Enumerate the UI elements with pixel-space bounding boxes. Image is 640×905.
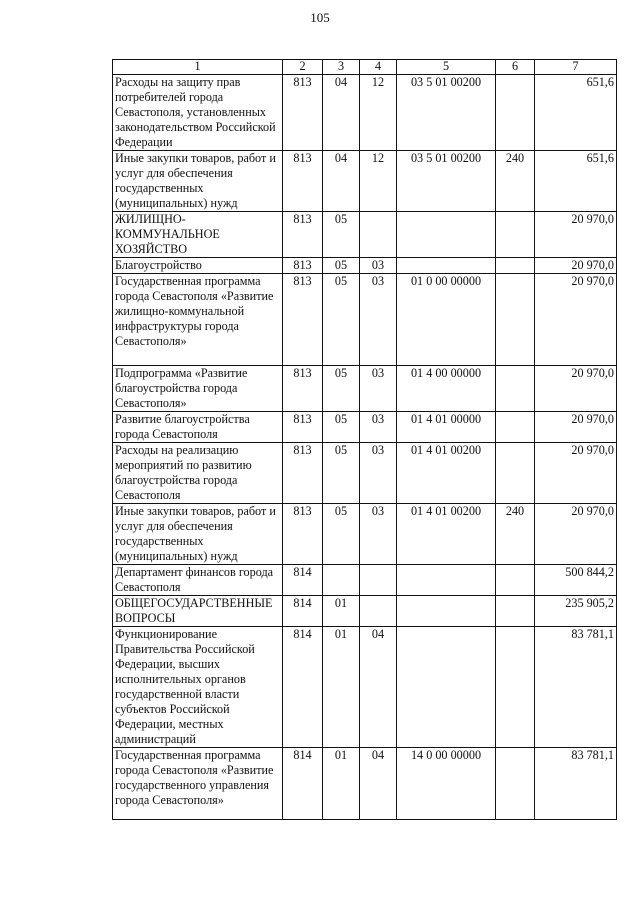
expense-type-code-cell bbox=[496, 75, 535, 151]
expense-type-code-cell bbox=[496, 627, 535, 748]
item-name-cell: Функционирование Правительства Российской Федерации, высших исполнительных органов государственной власти субъектов Российской Федерации, местных администраций bbox=[113, 627, 283, 748]
target-article-code-cell bbox=[397, 212, 496, 258]
expense-type-code-cell bbox=[496, 212, 535, 258]
dept-code-cell: 813 bbox=[283, 412, 323, 443]
expense-type-code-cell bbox=[496, 258, 535, 274]
subsection-code-cell: 04 bbox=[360, 748, 397, 820]
dept-code-cell: 814 bbox=[283, 596, 323, 627]
table-row bbox=[113, 443, 617, 504]
expense-type-code-cell bbox=[496, 596, 535, 627]
expense-type-code-cell: 240 bbox=[496, 151, 535, 212]
page-number: 105 bbox=[310, 10, 330, 25]
header-cell: 5 bbox=[397, 60, 496, 75]
amount-cell: 20 970,0 bbox=[535, 412, 617, 443]
subsection-code-cell: 03 bbox=[360, 412, 397, 443]
header-cell: 3 bbox=[323, 60, 360, 75]
table-row bbox=[113, 274, 617, 366]
subsection-code-cell bbox=[360, 596, 397, 627]
amount-cell: 500 844,2 bbox=[535, 565, 617, 596]
section-code-cell: 01 bbox=[323, 627, 360, 748]
header-cell: 7 bbox=[535, 60, 617, 75]
table-row bbox=[113, 151, 617, 212]
amount-cell: 20 970,0 bbox=[535, 258, 617, 274]
section-code-cell: 04 bbox=[323, 151, 360, 212]
amount-cell: 83 781,1 bbox=[535, 748, 617, 820]
target-article-code-cell: 03 5 01 00200 bbox=[397, 151, 496, 212]
amount-cell: 20 970,0 bbox=[535, 212, 617, 258]
subsection-code-cell: 04 bbox=[360, 627, 397, 748]
header-cell: 2 bbox=[283, 60, 323, 75]
section-code-cell: 05 bbox=[323, 258, 360, 274]
target-article-code-cell: 01 4 01 00200 bbox=[397, 504, 496, 565]
section-code-cell bbox=[323, 565, 360, 596]
subsection-code-cell: 03 bbox=[360, 443, 397, 504]
item-name-cell: Государственная программа города Севастополя «Развитие государственного управления города Севастополя» bbox=[113, 748, 283, 820]
expense-type-code-cell bbox=[496, 748, 535, 820]
dept-code-cell: 813 bbox=[283, 75, 323, 151]
item-name-cell: Департамент финансов города Севастополя bbox=[113, 565, 283, 596]
target-article-code-cell bbox=[397, 565, 496, 596]
subsection-code-cell: 12 bbox=[360, 75, 397, 151]
expense-type-code-cell bbox=[496, 565, 535, 596]
item-name-cell: Государственная программа города Севастополя «Развитие жилищно-коммунальной инфраструктуры города Севастополя» bbox=[113, 274, 283, 366]
dept-code-cell: 813 bbox=[283, 151, 323, 212]
item-name-cell: ОБЩЕГОСУДАРСТВЕННЫЕ ВОПРОСЫ bbox=[113, 596, 283, 627]
section-code-cell: 05 bbox=[323, 504, 360, 565]
section-code-cell: 01 bbox=[323, 596, 360, 627]
item-name-cell: ЖИЛИЩНО-КОММУНАЛЬНОЕ ХОЗЯЙСТВО bbox=[113, 212, 283, 258]
dept-code-cell: 813 bbox=[283, 274, 323, 366]
subsection-code-cell: 03 bbox=[360, 274, 397, 366]
table-header-row bbox=[113, 60, 617, 75]
target-article-code-cell: 03 5 01 00200 bbox=[397, 75, 496, 151]
item-name-cell: Благоустройство bbox=[113, 258, 283, 274]
expense-type-code-cell bbox=[496, 443, 535, 504]
expense-type-code-cell bbox=[496, 274, 535, 366]
section-code-cell: 05 bbox=[323, 366, 360, 412]
subsection-code-cell: 03 bbox=[360, 258, 397, 274]
item-name-cell: Иные закупки товаров, работ и услуг для обеспечения государственных (муниципальных) нужд bbox=[113, 504, 283, 565]
dept-code-cell: 813 bbox=[283, 258, 323, 274]
target-article-code-cell: 01 4 01 00000 bbox=[397, 412, 496, 443]
item-name-cell: Расходы на реализацию мероприятий по развитию благоустройства города Севастополя bbox=[113, 443, 283, 504]
table-row bbox=[113, 627, 617, 748]
section-code-cell: 01 bbox=[323, 748, 360, 820]
target-article-code-cell: 01 0 00 00000 bbox=[397, 274, 496, 366]
header-cell: 4 bbox=[360, 60, 397, 75]
amount-cell: 83 781,1 bbox=[535, 627, 617, 748]
expense-type-code-cell bbox=[496, 412, 535, 443]
dept-code-cell: 814 bbox=[283, 627, 323, 748]
amount-cell: 20 970,0 bbox=[535, 504, 617, 565]
target-article-code-cell: 14 0 00 00000 bbox=[397, 748, 496, 820]
subsection-code-cell bbox=[360, 212, 397, 258]
item-name-cell: Подпрограмма «Развитие благоустройства города Севастополя» bbox=[113, 366, 283, 412]
subsection-code-cell bbox=[360, 565, 397, 596]
table-row bbox=[113, 748, 617, 820]
section-code-cell: 05 bbox=[323, 412, 360, 443]
expense-type-code-cell: 240 bbox=[496, 504, 535, 565]
amount-cell: 20 970,0 bbox=[535, 274, 617, 366]
table-row bbox=[113, 212, 617, 258]
dept-code-cell: 813 bbox=[283, 443, 323, 504]
section-code-cell: 05 bbox=[323, 212, 360, 258]
item-name-cell: Иные закупки товаров, работ и услуг для обеспечения государственных (муниципальных) нужд bbox=[113, 151, 283, 212]
dept-code-cell: 813 bbox=[283, 366, 323, 412]
item-name-cell: Расходы на защиту прав потребителей города Севастополя, установленных законодательством Российской Федерации bbox=[113, 75, 283, 151]
target-article-code-cell bbox=[397, 627, 496, 748]
table-row bbox=[113, 258, 617, 274]
target-article-code-cell: 01 4 00 00000 bbox=[397, 366, 496, 412]
table-row bbox=[113, 366, 617, 412]
header-cell: 1 bbox=[113, 60, 283, 75]
target-article-code-cell bbox=[397, 596, 496, 627]
subsection-code-cell: 03 bbox=[360, 504, 397, 565]
amount-cell: 235 905,2 bbox=[535, 596, 617, 627]
target-article-code-cell bbox=[397, 258, 496, 274]
target-article-code-cell: 01 4 01 00200 bbox=[397, 443, 496, 504]
budget-table bbox=[112, 59, 617, 820]
dept-code-cell: 814 bbox=[283, 565, 323, 596]
dept-code-cell: 814 bbox=[283, 748, 323, 820]
subsection-code-cell: 12 bbox=[360, 151, 397, 212]
table-row bbox=[113, 75, 617, 151]
table-row bbox=[113, 565, 617, 596]
dept-code-cell: 813 bbox=[283, 504, 323, 565]
table-row bbox=[113, 504, 617, 565]
section-code-cell: 05 bbox=[323, 443, 360, 504]
subsection-code-cell: 03 bbox=[360, 366, 397, 412]
expense-type-code-cell bbox=[496, 366, 535, 412]
amount-cell: 20 970,0 bbox=[535, 366, 617, 412]
amount-cell: 651,6 bbox=[535, 75, 617, 151]
section-code-cell: 05 bbox=[323, 274, 360, 366]
header-cell: 6 bbox=[496, 60, 535, 75]
item-name-cell: Развитие благоустройства города Севастополя bbox=[113, 412, 283, 443]
section-code-cell: 04 bbox=[323, 75, 360, 151]
dept-code-cell: 813 bbox=[283, 212, 323, 258]
table-row bbox=[113, 596, 617, 627]
table-row bbox=[113, 412, 617, 443]
amount-cell: 651,6 bbox=[535, 151, 617, 212]
amount-cell: 20 970,0 bbox=[535, 443, 617, 504]
